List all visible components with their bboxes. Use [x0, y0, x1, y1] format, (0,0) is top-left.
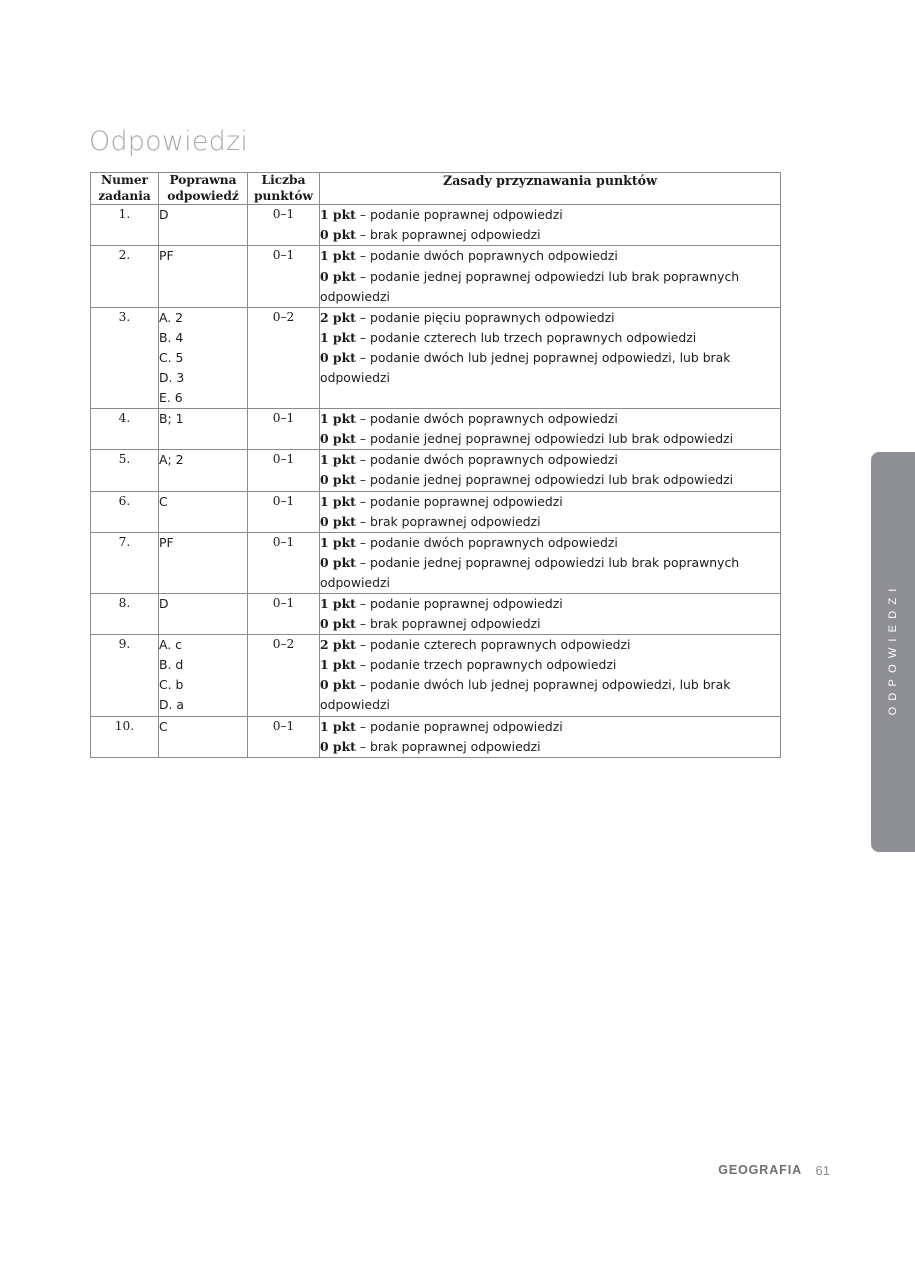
- answer-line: PF: [159, 534, 174, 550]
- cell-correct-answer: [159, 450, 248, 491]
- scoring-rule-line: [320, 737, 780, 757]
- answer-line: D. 3: [159, 369, 185, 385]
- scoring-rule-line: [320, 512, 780, 532]
- page-footer: [0, 1163, 915, 1185]
- cell-points-range: 0–1: [248, 594, 320, 635]
- scoring-rule-score: 0 pkt: [320, 472, 356, 488]
- cell-scoring-rules: [320, 450, 781, 491]
- scoring-rule-line: [320, 205, 780, 225]
- answer-line: A. c: [159, 637, 182, 653]
- cell-correct-answer: [159, 409, 248, 450]
- cell-scoring-rules: [320, 532, 781, 593]
- scoring-rule-line: [320, 553, 780, 593]
- scoring-rule-text: – brak poprawnej odpowiedzi: [355, 227, 541, 243]
- scoring-rule-text: – brak poprawnej odpowiedzi: [355, 513, 541, 529]
- table-row: [91, 307, 781, 408]
- cell-scoring-rules: [320, 491, 781, 532]
- scoring-rule-line: [320, 675, 780, 715]
- cell-task-number: 1.: [91, 205, 159, 246]
- table-row: [91, 491, 781, 532]
- scoring-rule-line: [320, 308, 780, 328]
- scoring-rule-score: 1 pkt: [320, 657, 356, 673]
- scoring-rule-text: – podanie jednej poprawnej odpowiedzi lub brak odpowiedzi: [355, 431, 734, 447]
- scoring-rule-line: [320, 246, 780, 266]
- table-row: [91, 450, 781, 491]
- answer-line: D. a: [159, 697, 185, 713]
- table-row: [91, 635, 781, 716]
- scoring-rule-text: – podanie dwóch poprawnych odpowiedzi: [355, 452, 618, 468]
- scoring-rule-score: 2 pkt: [320, 637, 356, 653]
- answer-line: D: [159, 207, 169, 223]
- cell-correct-answer: [159, 246, 248, 307]
- column-header-task-number: [91, 173, 159, 205]
- cell-scoring-rules: [320, 594, 781, 635]
- scoring-rule-line: [320, 717, 780, 737]
- scoring-rule-line: [320, 614, 780, 634]
- answer-key-table: [90, 172, 781, 758]
- scoring-rule-score: 1 pkt: [320, 411, 356, 427]
- cell-correct-answer: [159, 635, 248, 716]
- answer-line: A. 2: [159, 309, 184, 325]
- page-title: Odpowiedzi: [89, 126, 249, 157]
- table-row: [91, 716, 781, 757]
- scoring-rule-score: 1 pkt: [320, 207, 356, 223]
- scoring-rule-score: 1 pkt: [320, 534, 356, 550]
- cell-points-range: 0–1: [248, 246, 320, 307]
- table-body: [91, 205, 781, 758]
- scoring-rule-text: – podanie poprawnej odpowiedzi: [355, 596, 563, 611]
- cell-task-number: 5.: [91, 450, 159, 491]
- scoring-rule-text: – podanie dwóch poprawnych odpowiedzi: [355, 248, 618, 264]
- cell-correct-answer: [159, 716, 248, 757]
- scoring-rule-line: [320, 655, 780, 675]
- cell-points-range: 0–2: [248, 307, 320, 408]
- cell-scoring-rules: [320, 409, 781, 450]
- cell-scoring-rules: [320, 716, 781, 757]
- cell-correct-answer: [159, 532, 248, 593]
- column-header-correct-answer-line2: odpowiedź: [167, 188, 239, 203]
- scoring-rule-line: [320, 429, 780, 449]
- cell-task-number: 6.: [91, 491, 159, 532]
- scoring-rule-text: – podanie poprawnej odpowiedzi: [355, 493, 563, 509]
- scoring-rule-line: [320, 328, 780, 348]
- table-row: [91, 246, 781, 307]
- table-row: [91, 205, 781, 246]
- table-header-row: [91, 173, 781, 205]
- scoring-rule-score: 1 pkt: [320, 248, 356, 264]
- scoring-rule-score: 1 pkt: [320, 596, 356, 611]
- scoring-rule-text: – podanie jednej poprawnej odpowiedzi lub brak odpowiedzi: [355, 472, 734, 488]
- cell-correct-answer: [159, 594, 248, 635]
- scoring-rule-score: 0 pkt: [320, 349, 356, 365]
- cell-scoring-rules: [320, 635, 781, 716]
- scoring-rule-line: [320, 594, 780, 614]
- scoring-rule-line: [320, 533, 780, 553]
- scoring-rule-score: 1 pkt: [320, 718, 356, 734]
- cell-points-range: 0–1: [248, 716, 320, 757]
- scoring-rule-text: – brak poprawnej odpowiedzi: [355, 616, 541, 632]
- scoring-rule-line: [320, 409, 780, 429]
- column-header-scoring-rules: Zasady przyznawania punktów: [320, 173, 781, 205]
- scoring-rule-text: – podanie poprawnej odpowiedzi: [355, 718, 563, 734]
- scoring-rule-text: – podanie pięciu poprawnych odpowiedzi: [355, 309, 615, 325]
- scoring-rule-text: – podanie trzech poprawnych odpowiedzi: [355, 657, 617, 673]
- column-header-points-count-line1: Liczba: [261, 173, 306, 187]
- scoring-rule-score: 0 pkt: [320, 227, 356, 243]
- table-row: [91, 532, 781, 593]
- cell-points-range: 0–2: [248, 635, 320, 716]
- side-tab-label: ODPOWIEDZI: [887, 582, 899, 716]
- scoring-rule-score: 1 pkt: [320, 493, 356, 509]
- scoring-rule-text: – podanie dwóch lub jednej poprawnej odpowiedzi, lub brak odpowiedzi: [320, 349, 731, 385]
- cell-points-range: 0–1: [248, 205, 320, 246]
- answer-line: B; 1: [159, 411, 184, 427]
- cell-correct-answer: [159, 307, 248, 408]
- scoring-rule-line: [320, 348, 780, 388]
- section-side-tab: [871, 452, 915, 852]
- scoring-rule-score: 0 pkt: [320, 268, 356, 284]
- cell-points-range: 0–1: [248, 409, 320, 450]
- scoring-rule-line: [320, 450, 780, 470]
- scoring-rule-score: 0 pkt: [320, 616, 356, 632]
- scoring-rule-score: 1 pkt: [320, 329, 356, 345]
- scoring-rule-line: [320, 225, 780, 245]
- cell-task-number: 3.: [91, 307, 159, 408]
- cell-points-range: 0–1: [248, 450, 320, 491]
- cell-correct-answer: [159, 491, 248, 532]
- footer-subject: GEOGRAFIA: [718, 1163, 802, 1177]
- column-header-task-number-line1: Numer: [100, 173, 149, 187]
- scoring-rule-score: 0 pkt: [320, 554, 356, 570]
- column-header-task-number-line2: zadania: [98, 188, 151, 203]
- answer-line: B. d: [159, 657, 184, 673]
- answer-line: D: [159, 596, 169, 611]
- table-header: [91, 173, 781, 205]
- scoring-rule-text: – podanie poprawnej odpowiedzi: [355, 207, 563, 223]
- scoring-rule-score: 1 pkt: [320, 452, 356, 468]
- cell-scoring-rules: [320, 205, 781, 246]
- cell-task-number: 7.: [91, 532, 159, 593]
- cell-task-number: 9.: [91, 635, 159, 716]
- scoring-rule-line: [320, 492, 780, 512]
- cell-task-number: 2.: [91, 246, 159, 307]
- scoring-rule-line: [320, 470, 780, 490]
- column-header-points-count-line2: punktów: [254, 188, 313, 203]
- cell-correct-answer: [159, 205, 248, 246]
- cell-task-number: 4.: [91, 409, 159, 450]
- scoring-rule-score: 0 pkt: [320, 431, 356, 447]
- answer-line: E. 6: [159, 390, 183, 406]
- table-row: [91, 594, 781, 635]
- scoring-rule-score: 0 pkt: [320, 677, 356, 693]
- scoring-rule-line: [320, 267, 780, 307]
- answer-line: C: [159, 718, 168, 734]
- scoring-rule-score: 0 pkt: [320, 513, 356, 529]
- column-header-points-count: [248, 173, 320, 205]
- scoring-rule-text: – podanie jednej poprawnej odpowiedzi lub brak poprawnych odpowiedzi: [320, 554, 740, 590]
- scoring-rule-text: – podanie czterech poprawnych odpowiedzi: [355, 637, 631, 653]
- scoring-rule-line: [320, 635, 780, 655]
- answer-line: A; 2: [159, 452, 184, 468]
- answer-line: C: [159, 493, 168, 509]
- table-row: [91, 409, 781, 450]
- column-header-correct-answer-line1: Poprawna: [169, 173, 237, 187]
- scoring-rule-score: 0 pkt: [320, 738, 356, 754]
- scoring-rule-text: – brak poprawnej odpowiedzi: [355, 738, 541, 754]
- footer-page-number: 61: [815, 1163, 830, 1178]
- scoring-rule-text: – podanie dwóch poprawnych odpowiedzi: [355, 411, 618, 427]
- scoring-rule-text: – podanie dwóch lub jednej poprawnej odpowiedzi, lub brak odpowiedzi: [320, 677, 731, 713]
- cell-points-range: 0–1: [248, 491, 320, 532]
- answer-line: C. 5: [159, 349, 184, 365]
- answer-line: C. b: [159, 677, 184, 693]
- scoring-rule-text: – podanie jednej poprawnej odpowiedzi lub brak poprawnych odpowiedzi: [320, 268, 740, 304]
- cell-task-number: 10.: [91, 716, 159, 757]
- cell-task-number: 8.: [91, 594, 159, 635]
- cell-scoring-rules: [320, 246, 781, 307]
- scoring-rule-text: – podanie dwóch poprawnych odpowiedzi: [355, 534, 618, 550]
- column-header-correct-answer: [159, 173, 248, 205]
- scoring-rule-text: – podanie czterech lub trzech poprawnych odpowiedzi: [355, 329, 697, 345]
- cell-scoring-rules: [320, 307, 781, 408]
- answer-line: B. 4: [159, 329, 184, 345]
- scoring-rule-score: 2 pkt: [320, 309, 356, 325]
- answer-line: PF: [159, 248, 174, 264]
- cell-points-range: 0–1: [248, 532, 320, 593]
